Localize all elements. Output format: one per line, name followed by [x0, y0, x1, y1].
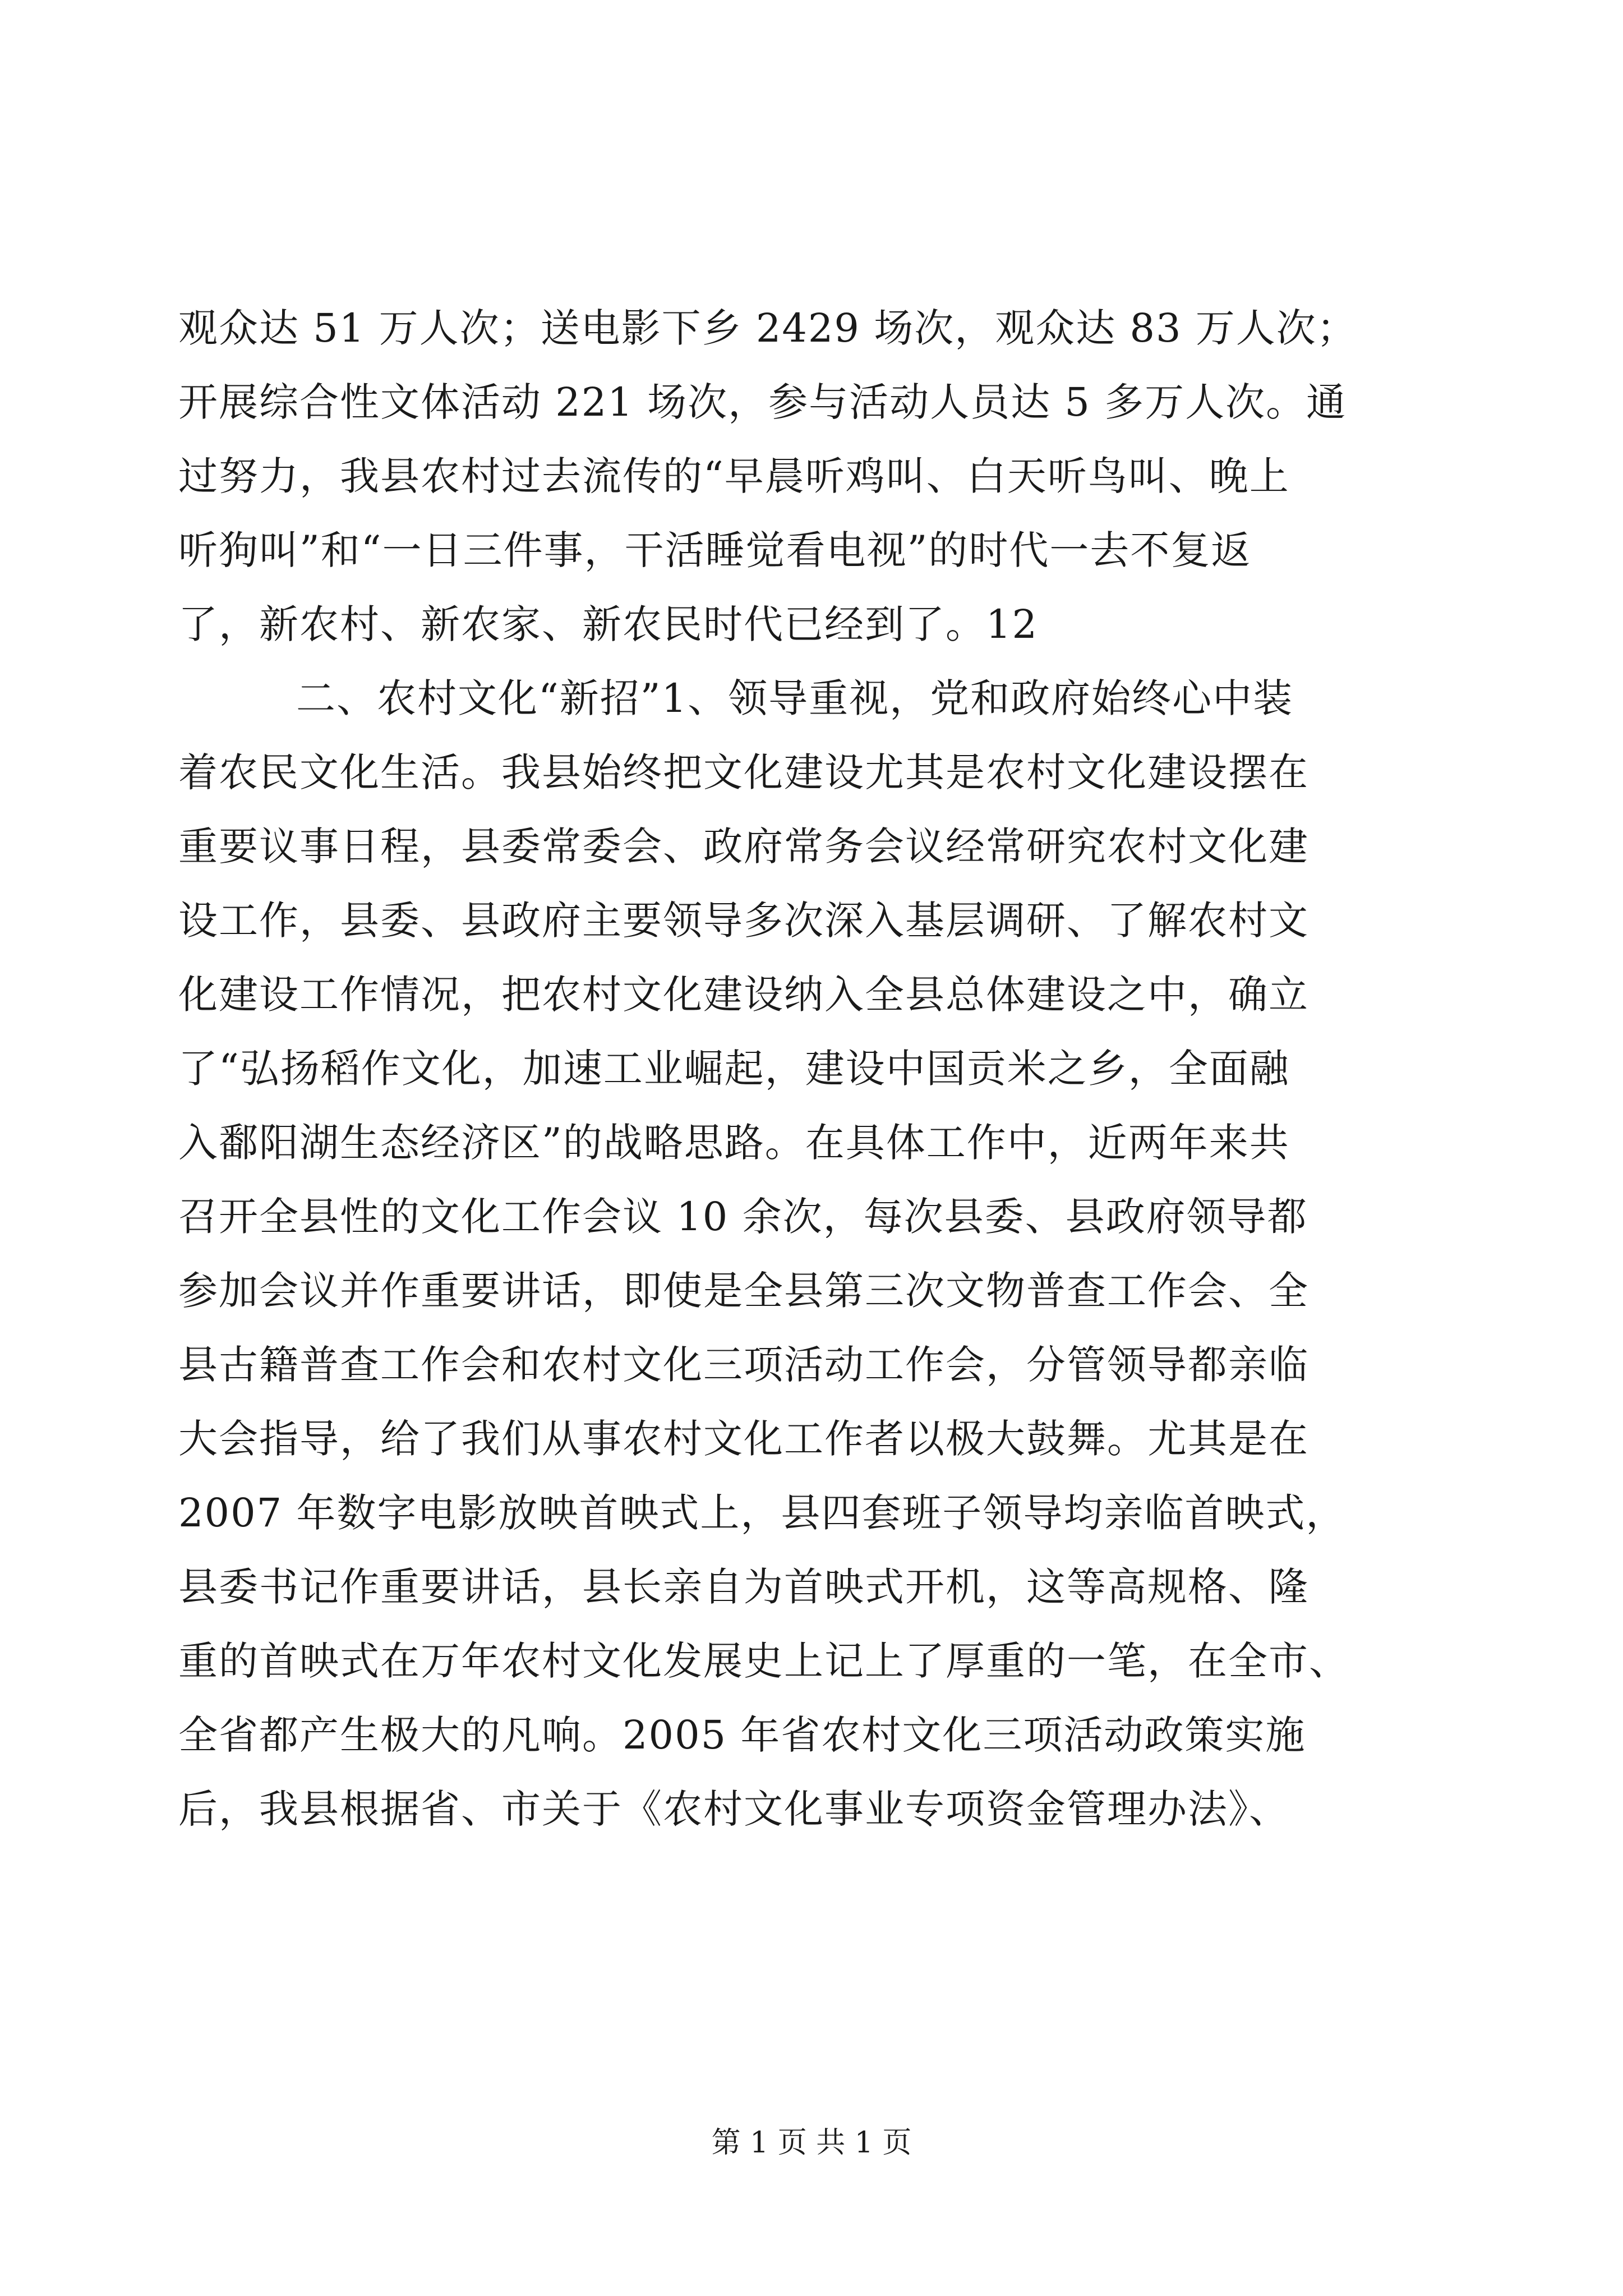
text-line: 重要议事日程，县委常委会、政府常务会议经常研究农村文化建	[178, 823, 1309, 869]
text-line: 化建设工作情况，把农村文化建设纳入全县总体建设之中，确立	[178, 972, 1309, 1018]
text-line: 2007 年数字电影放映首映式上，县四套班子领导均亲临首映式，	[178, 1490, 1347, 1536]
text-line: 后，我县根据省、市关于《农村文化事业专项资金管理办法》、	[178, 1786, 1289, 1832]
text-line: 县委书记作重要讲话，县长亲自为首映式开机，这等高规格、隆	[178, 1564, 1309, 1610]
text-line: 着农民文化生活。我县始终把文化建设尤其是农村文化建设摆在	[178, 749, 1309, 795]
text-line: 开展综合性文体活动 221 场次，参与活动人员达 5 多万人次。通	[178, 379, 1347, 425]
text-line: 听狗叫”和“一日三件事，干活睡觉看电视”的时代一去不复返	[178, 527, 1252, 573]
text-line: 了“弘扬稻作文化，加速工业崛起，建设中国贡米之乡，全面融	[178, 1046, 1290, 1092]
text-line: 召开全县性的文化工作会议 10 余次，每次县委、县政府领导都	[178, 1194, 1308, 1240]
text-line: 参加会议并作重要讲话，即使是全县第三次文物普查工作会、全	[178, 1268, 1309, 1314]
text-line: 入鄱阳湖生态经济区”的战略思路。在具体工作中，近两年来共	[178, 1120, 1290, 1166]
text-line: 大会指导，给了我们从事农村文化工作者以极大鼓舞。尤其是在	[178, 1416, 1309, 1462]
text-line: 设工作，县委、县政府主要领导多次深入基层调研、了解农村文	[178, 898, 1309, 944]
text-line: 观众达 51 万人次；送电影下乡 2429 场次，观众达 83 万人次；	[178, 305, 1357, 351]
paragraph-start-line: 二、农村文化“新招”1、领导重视，党和政府始终心中装	[296, 675, 1294, 721]
text-line: 全省都产生极大的凡响。2005 年省农村文化三项活动政策实施	[178, 1712, 1306, 1758]
text-line: 过努力，我县农村过去流传的“早晨听鸡叫、白天听鸟叫、晚上	[178, 453, 1290, 499]
text-line: 县古籍普查工作会和农村文化三项活动工作会，分管领导都亲临	[178, 1342, 1309, 1388]
page-footer: 第 1 页 共 1 页	[711, 2126, 912, 2160]
text-line: 了，新农村、新农家、新农民时代已经到了。12	[178, 601, 1039, 647]
text-line: 重的首映式在万年农村文化发展史上记上了厚重的一笔，在全市、	[178, 1638, 1349, 1684]
